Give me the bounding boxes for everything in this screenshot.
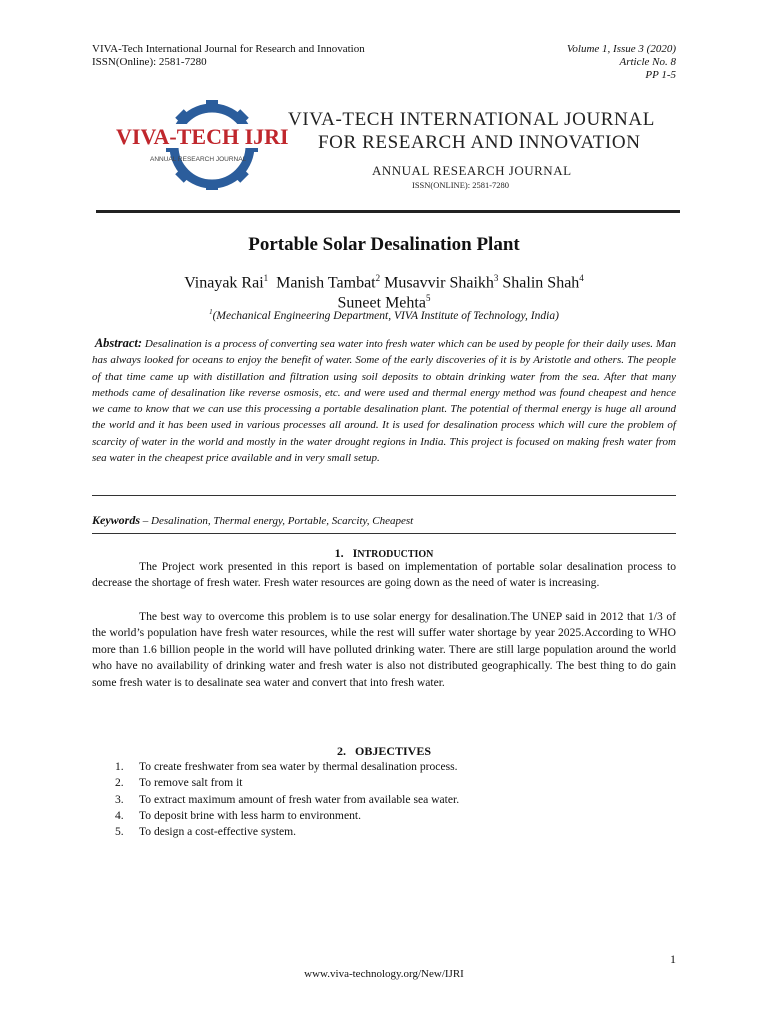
list-item <box>115 792 675 808</box>
author-sup: 2 <box>375 273 381 283</box>
affiliation-sup: 1 <box>209 308 213 316</box>
list-number: 2. <box>115 776 124 790</box>
banner-title-line1: VIVA-TECH INTERNATIONAL JOURNAL <box>288 109 655 130</box>
abstract-text: Desalination is a process of converting sea water into fresh water which can be used by people for their daily uses. Man has always looked for oceans to enjoy the benefit of water. Some of the early discoveries of it is by Aristotle and others. The people of that time came up with distillation and filtration using soil deposits to obtain drinking water from the sea. After that many methods came of desalination like reverse osmosis, etc. and were used and thermal energy method was found cheapest and hence we came to know that we can use this processing a portable desalination plant. The potential of thermal energy is huge all around the world and it has been used in various processes all around. It is used for desalination process which will cure the problem of scarcity of water in the world and mostly in the water drought regions in India. This project is focused on making fresh water from sea water in the cheapest price available and in very small setup. <box>92 338 676 465</box>
abstract <box>92 335 676 466</box>
affiliation <box>0 308 768 322</box>
author-name: Musavvir Shaikh <box>384 274 494 292</box>
journal-banner <box>92 98 658 190</box>
logo-subtext: ANNUAL RESEARCH JOURNAL <box>150 156 247 163</box>
section-number: 1. <box>334 546 344 560</box>
list-item <box>115 824 675 840</box>
list-number: 1. <box>115 760 124 773</box>
author-name: Shalin Shah <box>502 274 580 292</box>
section-title: OBJECTIVES <box>354 744 432 758</box>
author-sup: 4 <box>579 273 584 283</box>
abstract-label: Abstract: <box>94 336 143 350</box>
page-range: PP 1-5 <box>645 69 676 81</box>
author-sup: 1 <box>263 273 269 283</box>
objectives-list <box>115 759 675 840</box>
list-number: 5. <box>115 825 124 839</box>
abstract-divider <box>92 495 676 496</box>
banner-issn: ISSN(ONLINE): 2581-7280 <box>412 180 510 190</box>
keywords <box>92 513 676 528</box>
list-text: To design a cost-effective system. <box>139 825 297 839</box>
volume-issue: Volume 1, Issue 3 (2020) <box>566 43 676 55</box>
journal-name: VIVA-Tech International Journal for Research and Innovation <box>92 43 365 55</box>
banner-subtitle: ANNUAL RESEARCH JOURNAL <box>372 163 572 178</box>
paper-title: Portable Solar Desalination Plant <box>248 234 520 255</box>
author-name: Vinayak Rai <box>184 274 264 292</box>
keywords-divider <box>92 533 676 534</box>
list-item <box>115 775 675 791</box>
footer-url[interactable]: www.viva-technology.org/New/IJRI <box>304 968 464 980</box>
list-number: 3. <box>115 792 124 806</box>
article-number: Article No. 8 <box>619 56 676 68</box>
author-name: Suneet Mehta <box>337 294 426 312</box>
list-text: To deposit brine with less harm to environment. <box>139 808 362 822</box>
intro-paragraph-2: The best way to overcome this problem is to use solar energy for desalination.The UNEP said in 2012 that 1/3 of the world’s population have fresh water resources, while the rest will suffer water shortage by year 2025.According to WHO more than 1.6 billion people in the world will have polluted drinking water. There are still large population around the world who have no availability of drinking water and fresh water is also not distributed geographically. The best thing to do gain some fresh water is to desalinate sea water and convert that into fresh water. <box>92 610 676 689</box>
keywords-text: – Desalination, Thermal energy, Portable, Scarcity, Cheapest <box>140 515 414 527</box>
list-item <box>115 808 675 824</box>
section-title-initial: I <box>352 546 358 560</box>
intro-paragraph-1: The Project work presented in this report is based on implementation of portable solar desalination process to decrease the shortage of fresh water. Fresh water resources are going down as the need of water is increasing. <box>92 560 676 590</box>
list-number: 4. <box>115 808 124 822</box>
list-item <box>115 759 675 775</box>
running-header-right <box>476 43 676 82</box>
section-title-rest: NTRODUCTION <box>357 549 434 560</box>
author-sup: 5 <box>425 293 431 303</box>
section-number: 2. <box>336 744 346 758</box>
journal-logo-banner <box>92 98 658 190</box>
keywords-label: Keywords <box>92 513 140 527</box>
running-header-left <box>92 43 365 69</box>
author-sup: 3 <box>493 273 499 283</box>
affiliation-text: (Mechanical Engineering Department, VIVA Institute of Technology, India) <box>212 309 559 322</box>
list-text: To extract maximum amount of fresh water from available sea water. <box>139 792 460 806</box>
logo-text: VIVA-TECH IJRI <box>116 124 289 149</box>
author-name: Manish Tambat <box>276 274 376 292</box>
section-heading-objectives <box>0 744 768 759</box>
banner-title-line2: FOR RESEARCH AND INNOVATION <box>318 132 641 153</box>
banner-divider <box>96 210 680 213</box>
page-number: 1 <box>670 952 676 966</box>
journal-issn: ISSN(Online): 2581-7280 <box>92 56 207 68</box>
list-text: To create freshwater from sea water by thermal desalination process. <box>139 760 458 773</box>
list-text: To remove salt from it <box>139 776 243 790</box>
